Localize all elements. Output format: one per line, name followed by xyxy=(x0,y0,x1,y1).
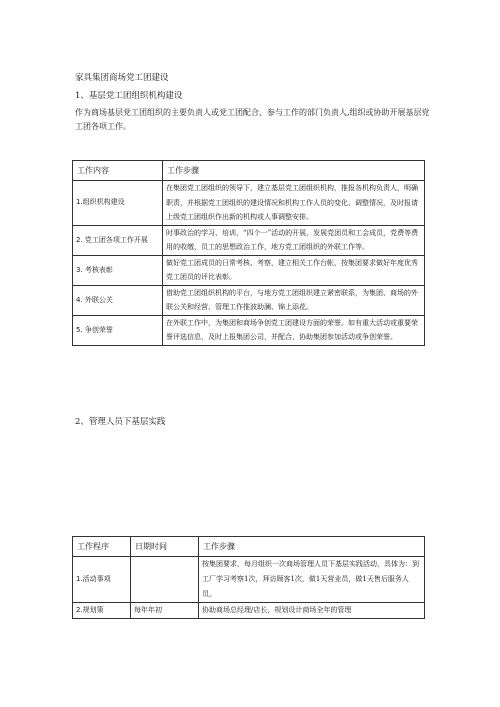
work-item-cell: 2. 党工团各项工作开展 xyxy=(73,225,163,255)
section-1-intro: 作为商场基层党工团组织的主要负责人或党工团配合、参与工作的部门负责人,组织或协助开展基层党工团各项工作。 xyxy=(75,108,430,131)
work-steps-cell: 做好党工团成员的日常考核、考察，建立相关工作台帐，按集团要求做好年度优秀党工团员的评比表彰。 xyxy=(163,255,425,285)
table-header-row xyxy=(73,161,425,181)
date-cell: 每年年初 xyxy=(131,603,199,619)
section-2-heading: 2、管理人员下基层实践 xyxy=(75,417,166,427)
procedure-cell: 2.规划策 xyxy=(73,603,131,619)
section-1-heading: 1、基层党工团组织机构建设 xyxy=(75,91,183,101)
column-header-work-steps: 工作步骤 xyxy=(163,161,425,181)
column-header-procedure: 工作程序 xyxy=(73,537,131,557)
party-work-table xyxy=(72,160,425,346)
steps-cell: 协助商场总经理/店长，规划设计商场全年的管理 xyxy=(199,603,425,619)
date-cell xyxy=(131,557,199,603)
steps-cell: 按集团要求，每月组织一次商场管理人员下基层实践活动，具体为：到工厂学习考察1次，拜访顾客1次，做1天营业员，做1天售后服务人员。 xyxy=(199,557,425,603)
table-row xyxy=(73,225,425,255)
table-row xyxy=(73,315,425,345)
work-item-cell: 3. 考核表彰 xyxy=(73,255,163,285)
work-item-cell: 4. 外联公关 xyxy=(73,285,163,315)
work-steps-cell: 借助党工团组织机构的平台，与地方党工团组织建立紧密联系，为集团、商场的外联公关和经营、管理工作推波助澜、锦上添花。 xyxy=(163,285,425,315)
column-header-date: 日期时间 xyxy=(131,537,199,557)
table-row xyxy=(73,603,425,619)
table-row xyxy=(73,181,425,226)
work-steps-cell: 在集团党工团组织的领导下，建立基层党工团组织机构，推报各机构负责人，明确职责，并根据党工团组织的建设情况和机构工作人员的变化、调整情况，及时报请上级党工团组织作出新的机构或人事调整安排。 xyxy=(163,181,425,226)
document-title: 家具集团商场党工团建设 xyxy=(75,73,169,83)
procedure-cell: 1.活动事项 xyxy=(73,557,131,603)
table-row xyxy=(73,557,425,603)
grassroots-practice-table xyxy=(72,536,425,619)
column-header-steps: 工作步骤 xyxy=(199,537,425,557)
table-row xyxy=(73,285,425,315)
work-steps-cell: 在外联工作中，为集团和商场争创党工团建设方面的荣誉。如有重大活动或重要荣誉评选信息，及时上报集团公司，并配合、协助集团参加活动或争创荣誉。 xyxy=(163,315,425,345)
column-header-work-content: 工作内容 xyxy=(73,161,163,181)
table-row xyxy=(73,255,425,285)
work-item-cell: 5. 争创荣誉 xyxy=(73,315,163,345)
work-steps-cell: 时事政治的学习、培训，“四个一”活动的开展，发展党团员和工会成员，党费等费用的收缴，员工的思想政治工作，地方党工团组织的外联工作等。 xyxy=(163,225,425,255)
work-item-cell: 1.组织机构建设 xyxy=(73,181,163,226)
table-header-row xyxy=(73,537,425,557)
